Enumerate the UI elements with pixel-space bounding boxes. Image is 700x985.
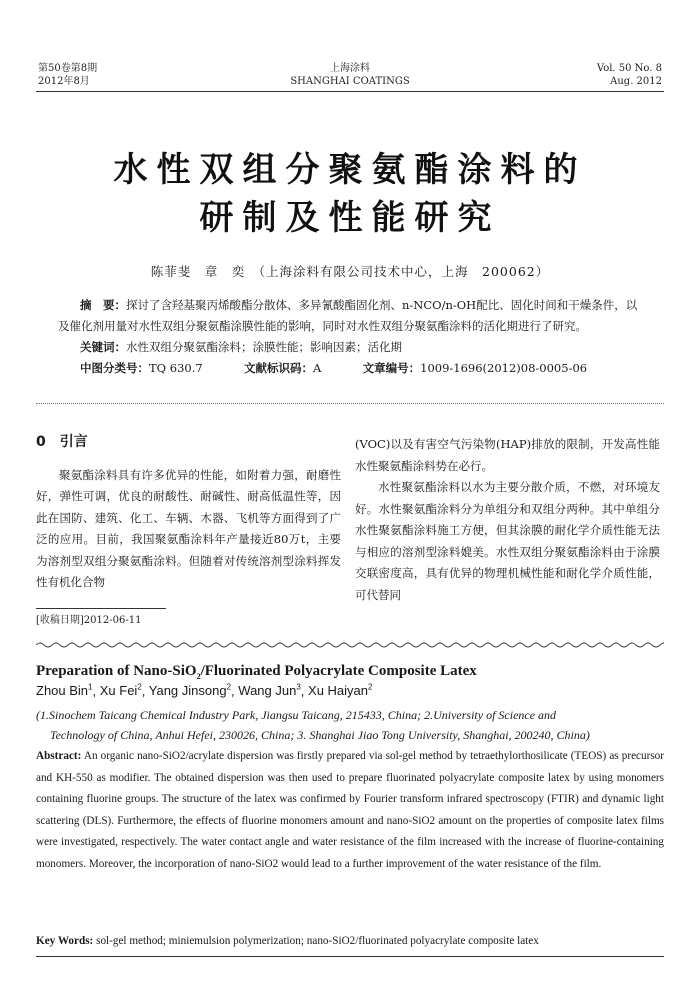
title-line-2: 研制及性能研究 bbox=[199, 198, 501, 238]
english-abstract-text: An organic nano-SiO2/acrylate dispersion was firstly prepared via sol-gel method by tetraethylorthosilicate (TEOS) as precursor and KH-550 as modifier. The obtained dispersion was then used to prepare fluorinated polyacrylate composite latex by using monomers containing fluorine groups. The structure of the latex was confirmed by Fourier transform infrared spectroscopy (FTIR) and dynamic light scattering (DLS). Furthermore, the effects of fluorine monomers amount and nano-SiO2 amount on the properties of composite latex films were investigated, respectively. The water contact angle and water resistance of the film increased with the increase of fluorine-containing monomers. Moreover, the incorporation of nano-SiO2 would lead to a further improvement of the water resistance of the film. bbox=[36, 750, 664, 870]
english-title bbox=[36, 663, 664, 681]
english-author: Yang Jinsong$^2$ bbox=[148, 683, 232, 699]
received-date: [收稿日期]2012-06-11 bbox=[36, 615, 142, 626]
english-authors: Zhou Bin$^1$, Xu Fei$^2$, Yang Jinsong$^2$, Wang Jun$^3$, Xu Haiyan$^2$ bbox=[36, 683, 373, 699]
english-abstract-label: Abstract: bbox=[36, 750, 82, 762]
section-heading-intro: 0 引言 bbox=[36, 434, 88, 450]
english-author: Xu Haiyan$^2$ bbox=[308, 683, 373, 699]
header-journal-en: SHANGHAI COATINGS bbox=[290, 76, 410, 87]
english-abstract bbox=[36, 746, 664, 875]
header-volume-en bbox=[597, 62, 662, 88]
author-affiliation-mark: 2 bbox=[368, 683, 373, 692]
header-date-en: Aug. 2012 bbox=[610, 76, 662, 87]
english-keywords-label: Key Words: bbox=[36, 935, 94, 947]
abstract-cn-text: 探讨了含羟基聚丙烯酸酯分散体、多异氰酸酯固化剂、n-NCO/n-OH配比、固化时间和干燥条件，以及催化剂用量对水性双组分聚氨酯涂膜性能的影响，同时对水性双组分聚氨酯涂料的活化期进行了研究。 bbox=[58, 298, 638, 333]
abstract-cn-paragraph bbox=[58, 295, 648, 337]
column-left bbox=[36, 432, 341, 594]
abstract-cn-label: 摘 要： bbox=[80, 298, 126, 312]
english-keywords-text: sol-gel method; miniemulsion polymerization; nano-SiO2/fluorinated polyacrylate composite latex bbox=[96, 935, 539, 947]
keywords-cn bbox=[58, 337, 648, 358]
title-line-1: 水性双组分聚氨酯涂料的 bbox=[113, 150, 587, 190]
author-affiliation-mark: 2 bbox=[226, 683, 232, 692]
wavy-divider bbox=[36, 640, 664, 650]
clc-value: TQ 630.7 bbox=[149, 361, 203, 375]
header-vol-cn: 第50卷第8期 bbox=[38, 63, 98, 74]
intro-paragraph-3: 水性聚氨酯涂料以水为主要分散介质，不燃，对环境友好。水性聚氨酯涂料分为单组分和双组分两种。其中单组分水性聚氨酯涂料施工方便，但其涂膜的耐化学介质性能无法与相应的溶剂型涂料媲美。水性双组分聚氨酯涂料由于涂膜交联密度高，具有优异的物理机械性能和耐化学介质性能，可代替同 bbox=[355, 480, 660, 602]
classification-line bbox=[58, 358, 648, 379]
english-title-pre: Preparation of Nano-SiO bbox=[36, 663, 197, 679]
footnote-rule bbox=[36, 608, 166, 609]
author-affiliation-mark: 3 bbox=[296, 683, 301, 692]
header-journal-cn: 上海涂料 bbox=[330, 63, 370, 74]
english-keywords bbox=[36, 935, 664, 947]
english-author: Zhou Bin$^1$ bbox=[36, 683, 93, 699]
header-rule bbox=[36, 91, 664, 92]
header-volume-cn bbox=[38, 62, 97, 88]
author-affiliation-mark: 1 bbox=[88, 683, 93, 692]
keywords-cn-label: 关键词： bbox=[80, 340, 126, 354]
header-date-cn: 2012年8月 bbox=[38, 76, 90, 87]
author-affiliation-mark: 2 bbox=[137, 683, 142, 692]
doc-code-label: 文献标识码： bbox=[244, 361, 313, 375]
header-vol-en: Vol. 50 No. 8 bbox=[596, 63, 662, 74]
article-no-value: 1009-1696(2012)08-0005-06 bbox=[420, 361, 588, 375]
english-author: Wang Jun$^3$ bbox=[238, 683, 301, 699]
abstract-divider bbox=[36, 403, 664, 404]
english-title-sub: 2 bbox=[196, 672, 201, 681]
english-affiliations bbox=[36, 705, 664, 745]
abstract-cn bbox=[58, 295, 648, 379]
affiliation-line-1: (1.Sinochem Taicang Chemical Industry Park, Jiangsu Taicang, 215433, China; 2.University of Science and bbox=[36, 708, 557, 722]
article-no-label: 文章编号： bbox=[362, 361, 421, 375]
doc-code-value: A bbox=[313, 361, 322, 375]
clc-label: 中图分类号： bbox=[80, 361, 149, 375]
intro-paragraph-2: (VOC)以及有害空气污染物(HAP)排放的限制，开发高性能水性聚氨酯涂料势在必行。 bbox=[355, 437, 660, 473]
english-author: Xu Fei$^2$ bbox=[99, 683, 142, 699]
column-right bbox=[355, 434, 660, 606]
keywords-cn-text: 水性双组分聚氨酯涂料；涂膜性能；影响因素；活化期 bbox=[126, 340, 402, 354]
affiliation-line-2: Technology of China, Anhui Hefei, 230026, China; 3. Shanghai Jiao Tong University, Shanghai, 200240, China) bbox=[50, 728, 590, 742]
header-journal bbox=[250, 62, 450, 88]
english-title-post: /Fluorinated Polyacrylate Composite Latex bbox=[200, 663, 477, 679]
intro-paragraph-1: 聚氨酯涂料具有许多优异的性能，如附着力强，耐磨性好，弹性可调，优良的耐酸性、耐碱性、耐高低温性等，因此在国防、建筑、化工、车辆、木器、飞机等方面得到了广泛的应用。目前，我国聚氨酯涂料年产量接近80万t，主要为溶剂型双组分聚氨酯涂料。但随着对传统溶剂型涂料挥发性有机化合物 bbox=[36, 467, 341, 589]
bottom-rule bbox=[36, 956, 664, 957]
authors-cn: 陈菲斐 章 奕 （上海涂料有限公司技术中心，上海 200062） bbox=[150, 264, 550, 279]
